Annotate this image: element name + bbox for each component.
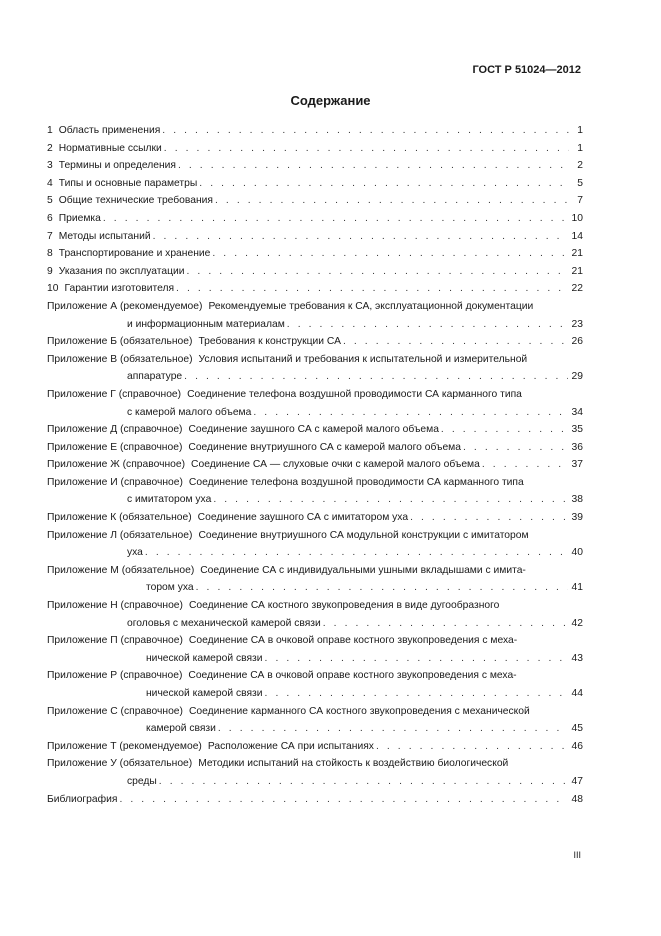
page-number: III bbox=[573, 850, 581, 860]
dot-leader bbox=[343, 333, 568, 351]
toc-annex-entry[interactable] bbox=[47, 351, 583, 386]
dot-leader bbox=[153, 228, 568, 246]
annex-prefix: Приложение А (рекомендуемое) bbox=[47, 300, 203, 312]
dot-leader bbox=[159, 773, 568, 791]
toc-entry-page: 10 bbox=[571, 212, 583, 224]
dot-leader bbox=[253, 404, 567, 422]
toc-annex-entry[interactable] bbox=[47, 632, 583, 667]
annex-prefix: Приложение К (обязательное) bbox=[47, 512, 192, 524]
annex-title-continued: с камерой малого объема bbox=[127, 406, 252, 418]
toc-entry-number: 3 bbox=[47, 160, 53, 172]
annex-prefix: Приложение В (обязательное) bbox=[47, 353, 193, 365]
annex-title-continued: камерой связи bbox=[146, 723, 216, 735]
dot-leader bbox=[265, 650, 568, 668]
dot-leader bbox=[323, 615, 568, 633]
annex-prefix: Приложение Г (справочное) bbox=[47, 388, 182, 400]
dot-leader bbox=[119, 791, 567, 809]
toc-entry-page: 5 bbox=[577, 177, 583, 189]
annex-page: 38 bbox=[571, 494, 583, 506]
annex-prefix: Приложение Л (обязательное) bbox=[47, 529, 193, 541]
toc-entry-text: Гарантии изготовителя bbox=[64, 283, 175, 295]
annex-title-continued: с имитатором уха bbox=[127, 494, 212, 506]
annex-title-continued: среды bbox=[127, 775, 157, 787]
toc-entry[interactable] bbox=[47, 192, 583, 210]
annex-title: Соединение СА костного звукопроведения в виде дугообразного bbox=[188, 600, 500, 612]
bibliography-page: 48 bbox=[571, 793, 583, 805]
annex-label bbox=[47, 738, 376, 756]
annex-prefix: Приложение Т (рекомендуемое) bbox=[47, 740, 202, 752]
annex-page: 43 bbox=[571, 652, 583, 664]
dot-leader bbox=[178, 157, 569, 175]
toc-annex-entry[interactable] bbox=[47, 456, 583, 474]
dot-leader bbox=[103, 210, 568, 228]
annex-page: 39 bbox=[571, 512, 583, 524]
annex-page: 23 bbox=[571, 318, 583, 330]
annex-prefix: Приложение Ж (справочное) bbox=[47, 459, 186, 471]
annex-title: Соединение внутриушного СА с камерой малого объема bbox=[188, 441, 461, 453]
toc-entry-number: 2 bbox=[47, 142, 53, 154]
annex-page: 37 bbox=[571, 459, 583, 471]
dot-leader bbox=[265, 685, 568, 703]
annex-prefix: Приложение Д (справочное) bbox=[47, 424, 183, 436]
toc-entry-page: 1 bbox=[577, 142, 583, 154]
toc-entry-label bbox=[47, 210, 103, 228]
annex-title: Соединение внутриушного СА модульной конструкции с имитатором bbox=[198, 529, 529, 541]
annex-page: 42 bbox=[571, 617, 583, 629]
annex-title-continued: уха bbox=[127, 547, 143, 559]
annex-title: Соединение заушного СА с камерой малого объема bbox=[188, 424, 439, 436]
annex-prefix: Приложение Б (обязательное) bbox=[47, 336, 193, 348]
annex-label bbox=[47, 298, 535, 316]
toc-entry-page: 21 bbox=[571, 248, 583, 260]
toc-entry-label bbox=[47, 175, 199, 193]
toc-annex-entry[interactable] bbox=[47, 333, 583, 351]
toc-entry[interactable] bbox=[47, 140, 583, 158]
toc-entry-label bbox=[47, 245, 212, 263]
toc-entry-page: 14 bbox=[571, 230, 583, 242]
annex-title: Соединение СА — слуховые очки с камерой малого объема bbox=[191, 459, 480, 471]
page-title: Содержание bbox=[290, 93, 371, 108]
toc-entry[interactable] bbox=[47, 280, 583, 298]
annex-title: Соединение телефона воздушной проводимости СА карманного типа bbox=[187, 388, 522, 400]
toc-annex-entry[interactable] bbox=[47, 298, 583, 333]
dot-leader bbox=[215, 192, 569, 210]
toc-entry-label bbox=[47, 140, 164, 158]
dot-leader bbox=[187, 263, 568, 281]
annex-page: 34 bbox=[571, 406, 583, 418]
annex-title: Соединение СА в очковой оправе костного звукопроведения с меха- bbox=[188, 670, 517, 682]
dot-leader bbox=[196, 579, 568, 597]
toc-entry-page: 7 bbox=[577, 195, 583, 207]
toc-entry[interactable] bbox=[47, 175, 583, 193]
toc-entry-page: 21 bbox=[571, 265, 583, 277]
annex-label bbox=[47, 597, 501, 615]
toc-entry-label bbox=[47, 157, 178, 175]
annex-label bbox=[47, 456, 482, 474]
annex-label bbox=[47, 439, 463, 457]
toc-entry[interactable] bbox=[47, 122, 583, 140]
toc-entry[interactable] bbox=[47, 245, 583, 263]
toc-entry-number: 8 bbox=[47, 248, 53, 260]
table-of-contents bbox=[47, 122, 583, 808]
dot-leader bbox=[482, 456, 568, 474]
annex-page: 41 bbox=[571, 582, 583, 594]
bibliography-label: Библиография bbox=[47, 793, 118, 805]
annex-title: Требования к конструкции СА bbox=[198, 336, 341, 348]
annex-title-continued: и информационным материалам bbox=[127, 318, 285, 330]
toc-entry-label bbox=[47, 280, 176, 298]
toc-entry[interactable] bbox=[47, 263, 583, 281]
toc-entry-text: Термины и определения bbox=[58, 160, 176, 172]
dot-leader bbox=[410, 509, 567, 527]
toc-annex-entry[interactable] bbox=[47, 597, 583, 632]
annex-label bbox=[47, 527, 531, 545]
annex-label bbox=[47, 333, 343, 351]
toc-entry-page: 2 bbox=[577, 160, 583, 172]
annex-page: 46 bbox=[571, 740, 583, 752]
annex-page: 29 bbox=[571, 371, 583, 383]
dot-leader bbox=[212, 245, 567, 263]
toc-annex-entry[interactable] bbox=[47, 509, 583, 527]
annex-title-continued: оголовья с механической камерой связи bbox=[127, 617, 321, 629]
toc-entry-number: 1 bbox=[47, 125, 53, 136]
annex-label bbox=[47, 667, 519, 685]
dot-leader bbox=[218, 720, 568, 738]
dot-leader bbox=[145, 544, 568, 562]
annex-title: Расположение СА при испытаниях bbox=[207, 740, 374, 752]
annex-prefix: Приложение И (справочное) bbox=[47, 476, 183, 488]
annex-prefix: Приложение Н (справочное) bbox=[47, 600, 183, 612]
toc-annex-entry[interactable] bbox=[47, 439, 583, 457]
dot-leader bbox=[376, 738, 568, 756]
toc-annex-entry[interactable] bbox=[47, 386, 583, 421]
toc-entry-number: 4 bbox=[47, 177, 53, 189]
annex-prefix: Приложение Е (справочное) bbox=[47, 441, 183, 453]
annex-page: 47 bbox=[571, 775, 583, 787]
annex-prefix: Приложение М (обязательное) bbox=[47, 564, 195, 576]
annex-title: Методики испытаний на стойкость к воздействию биологической bbox=[198, 758, 509, 770]
annex-title: Рекомендуемые требования к СА, эксплуатационной документации bbox=[208, 300, 534, 312]
annex-label bbox=[47, 703, 532, 721]
toc-entry[interactable] bbox=[47, 228, 583, 246]
dot-leader bbox=[164, 140, 569, 158]
annex-label bbox=[47, 421, 441, 439]
toc-annex-entry[interactable] bbox=[47, 421, 583, 439]
toc-annex-entry[interactable] bbox=[47, 755, 583, 790]
toc-entry-text: Область применения bbox=[58, 125, 161, 136]
toc-entry-text: Общие технические требования bbox=[58, 195, 213, 207]
toc-entry[interactable] bbox=[47, 157, 583, 175]
toc-entry-page: 22 bbox=[571, 283, 583, 295]
annex-page: 35 bbox=[571, 424, 583, 436]
toc-entry-label bbox=[47, 122, 162, 140]
annex-title-continued: нической камерой связи bbox=[146, 688, 263, 699]
toc-entry-label bbox=[47, 192, 215, 210]
toc-entry-page: 1 bbox=[577, 125, 583, 136]
toc-entry-number: 7 bbox=[47, 230, 53, 242]
annex-label bbox=[47, 386, 524, 404]
annex-label bbox=[47, 509, 410, 527]
annex-title: Соединение СА в очковой оправе костного звукопроведения с меха- bbox=[188, 635, 518, 647]
toc-annex-entry[interactable] bbox=[47, 667, 583, 702]
annex-title: Соединение телефона воздушной проводимости СА карманного типа bbox=[188, 476, 524, 488]
toc-annex-entry[interactable] bbox=[47, 738, 583, 756]
toc-annex-entry[interactable] bbox=[47, 703, 583, 738]
document-code: ГОСТ Р 51024—2012 bbox=[472, 64, 581, 76]
toc-annex-entry[interactable] bbox=[47, 474, 583, 509]
annex-label bbox=[47, 474, 526, 492]
dot-leader bbox=[199, 175, 569, 193]
annex-page: 36 bbox=[571, 441, 583, 453]
dot-leader bbox=[441, 421, 568, 439]
annex-title-continued: нической камерой связи bbox=[146, 652, 263, 664]
annex-label bbox=[47, 562, 528, 580]
annex-prefix: Приложение С (справочное) bbox=[47, 705, 183, 717]
dot-leader bbox=[162, 122, 569, 140]
annex-title-continued: аппаратуре bbox=[127, 371, 183, 383]
toc-annex-entry[interactable] bbox=[47, 527, 583, 562]
toc-entry[interactable] bbox=[47, 210, 583, 228]
annex-label bbox=[47, 755, 510, 773]
annex-page: 40 bbox=[571, 547, 583, 559]
annex-page: 44 bbox=[571, 688, 583, 699]
annex-page: 26 bbox=[571, 336, 583, 348]
toc-entry-text: Указания по эксплуатации bbox=[58, 265, 185, 277]
toc-entry-number: 5 bbox=[47, 195, 53, 207]
annex-title: Соединение заушного СА с имитатором уха bbox=[197, 512, 409, 524]
annex-label bbox=[47, 351, 529, 369]
toc-entry-text: Методы испытаний bbox=[58, 230, 151, 242]
toc-entry-number: 10 bbox=[47, 283, 59, 295]
toc-entry-text: Типы и основные параметры bbox=[58, 177, 198, 189]
annex-label bbox=[47, 632, 519, 650]
annex-prefix: Приложение Р (справочное) bbox=[47, 670, 183, 682]
annex-title: Соединение СА с индивидуальными ушными вкладышами с имита- bbox=[200, 564, 526, 576]
dot-leader bbox=[287, 316, 568, 334]
annex-title: Соединение карманного СА костного звукопроведения с механической bbox=[188, 705, 530, 717]
annex-prefix: Приложение У (обязательное) bbox=[47, 758, 193, 770]
dot-leader bbox=[184, 368, 567, 386]
annex-prefix: Приложение П (справочное) bbox=[47, 635, 183, 647]
annex-page: 45 bbox=[571, 723, 583, 735]
dot-leader bbox=[463, 439, 568, 457]
annex-title: Условия испытаний и требования к испытательной и измерительной bbox=[198, 353, 528, 365]
toc-entry-label bbox=[47, 263, 187, 281]
dot-leader bbox=[213, 491, 567, 509]
toc-annex-entry[interactable] bbox=[47, 562, 583, 597]
toc-entry-text: Транспортирование и хранение bbox=[58, 248, 211, 260]
toc-entry-text: Приемка bbox=[58, 212, 101, 224]
toc-entry-number: 9 bbox=[47, 265, 53, 277]
toc-bibliography-entry[interactable] bbox=[47, 791, 583, 809]
toc-entry-label bbox=[47, 228, 153, 246]
annex-title-continued: тором уха bbox=[146, 582, 194, 594]
toc-entry-number: 6 bbox=[47, 212, 53, 224]
toc-entry-text: Нормативные ссылки bbox=[58, 142, 162, 154]
dot-leader bbox=[176, 280, 567, 298]
